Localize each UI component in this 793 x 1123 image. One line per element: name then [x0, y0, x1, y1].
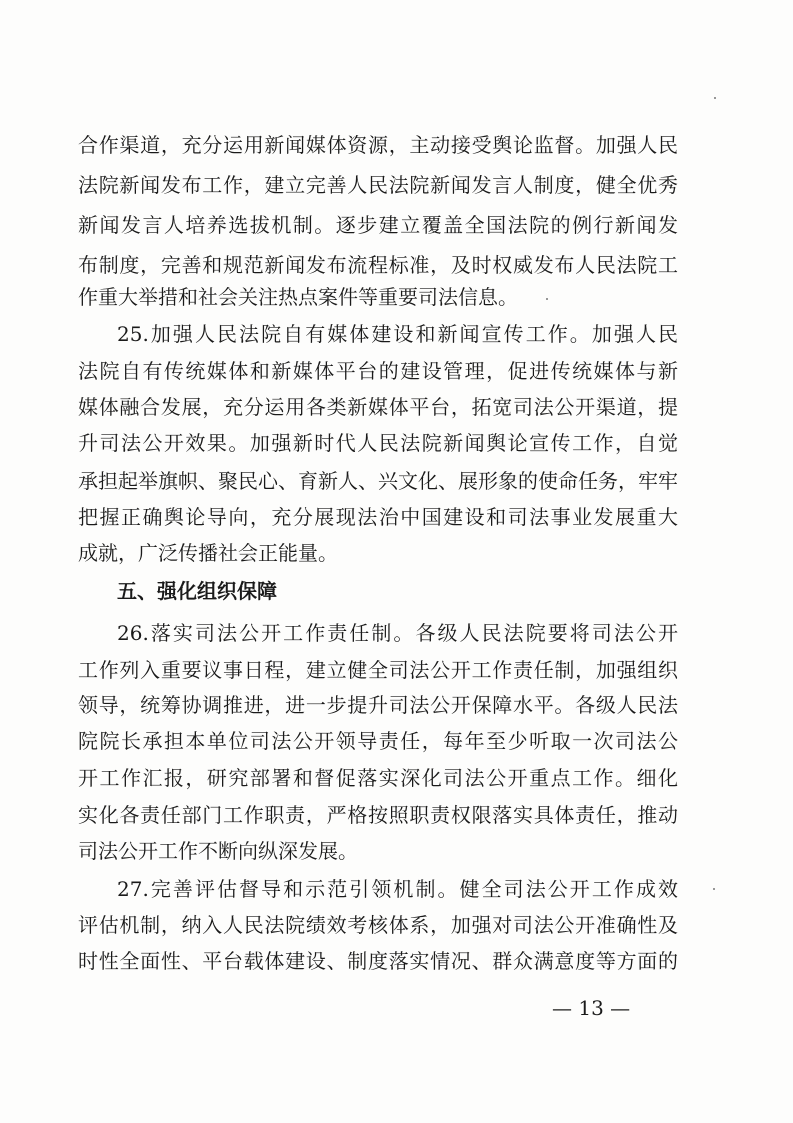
paragraph-line: 升司法公开效果。加强新时代人民法院新闻舆论宣传工作，自觉: [78, 431, 678, 455]
paragraph-line: 法院新闻发布工作，建立完善人民法院新闻发言人制度，健全优秀: [78, 173, 678, 197]
paragraph-line: 法院自有传统媒体和新媒体平台的建设管理，促进传统媒体与新: [78, 359, 678, 383]
page-number: — 13 —: [552, 996, 631, 1020]
paragraph-line: 领导，统筹协调推进，进一步提升司法公开保障水平。各级人民法: [78, 693, 678, 717]
paragraph-line: 工作列入重要议事日程，建立健全司法公开工作责任制，加强组织: [78, 658, 678, 682]
paragraph-line: 成就，广泛传播社会正能量。: [78, 541, 338, 565]
scan-speck: [546, 298, 548, 300]
paragraph-line: 布制度，完善和规范新闻发布流程标准，及时权威发布人民法院工: [78, 253, 678, 277]
paragraph-line: 司法公开工作不断向纵深发展。: [78, 839, 358, 863]
paragraph-line: 作重大举措和社会关注热点案件等重要司法信息。: [78, 285, 518, 309]
item-26-title-line: 26.落实司法公开工作责任制。各级人民法院要将司法公开: [117, 621, 678, 645]
scan-speck: [714, 97, 716, 99]
paragraph-line: 开工作汇报，研究部署和督促落实深化司法公开重点工作。细化: [78, 766, 678, 790]
paragraph-line: 院院长承担本单位司法公开领导责任，每年至少听取一次司法公: [78, 729, 678, 753]
paragraph-line: 实化各责任部门工作职责，严格按照职责权限落实具体责任，推动: [78, 803, 678, 827]
paragraph-line: 合作渠道，充分运用新闻媒体资源，主动接受舆论监督。加强人民: [78, 133, 678, 157]
paragraph-line: 承担起举旗帜、聚民心、育新人、兴文化、展形象的使命任务，牢牢: [78, 469, 678, 493]
paragraph-line: 把握正确舆论导向，充分展现法治中国建设和司法事业发展重大: [78, 505, 678, 529]
paragraph-line: 时性全面性、平台载体建设、制度落实情况、群众满意度等方面的: [78, 949, 678, 973]
paragraph-line: 评估机制，纳入人民法院绩效考核体系，加强对司法公开准确性及: [78, 913, 678, 937]
section-heading: 五、强化组织保障: [117, 579, 277, 603]
paragraph-line: 媒体融合发展，充分运用各类新媒体平台，拓宽司法公开渠道，提: [78, 395, 678, 419]
paragraph-line: 新闻发言人培养选拔机制。逐步建立覆盖全国法院的例行新闻发: [78, 213, 678, 237]
item-25-title-line: 25.加强人民法院自有媒体建设和新闻宣传工作。加强人民: [117, 322, 678, 346]
scan-speck: [713, 888, 715, 890]
item-27-title-line: 27.完善评估督导和示范引领机制。健全司法公开工作成效: [117, 877, 678, 901]
